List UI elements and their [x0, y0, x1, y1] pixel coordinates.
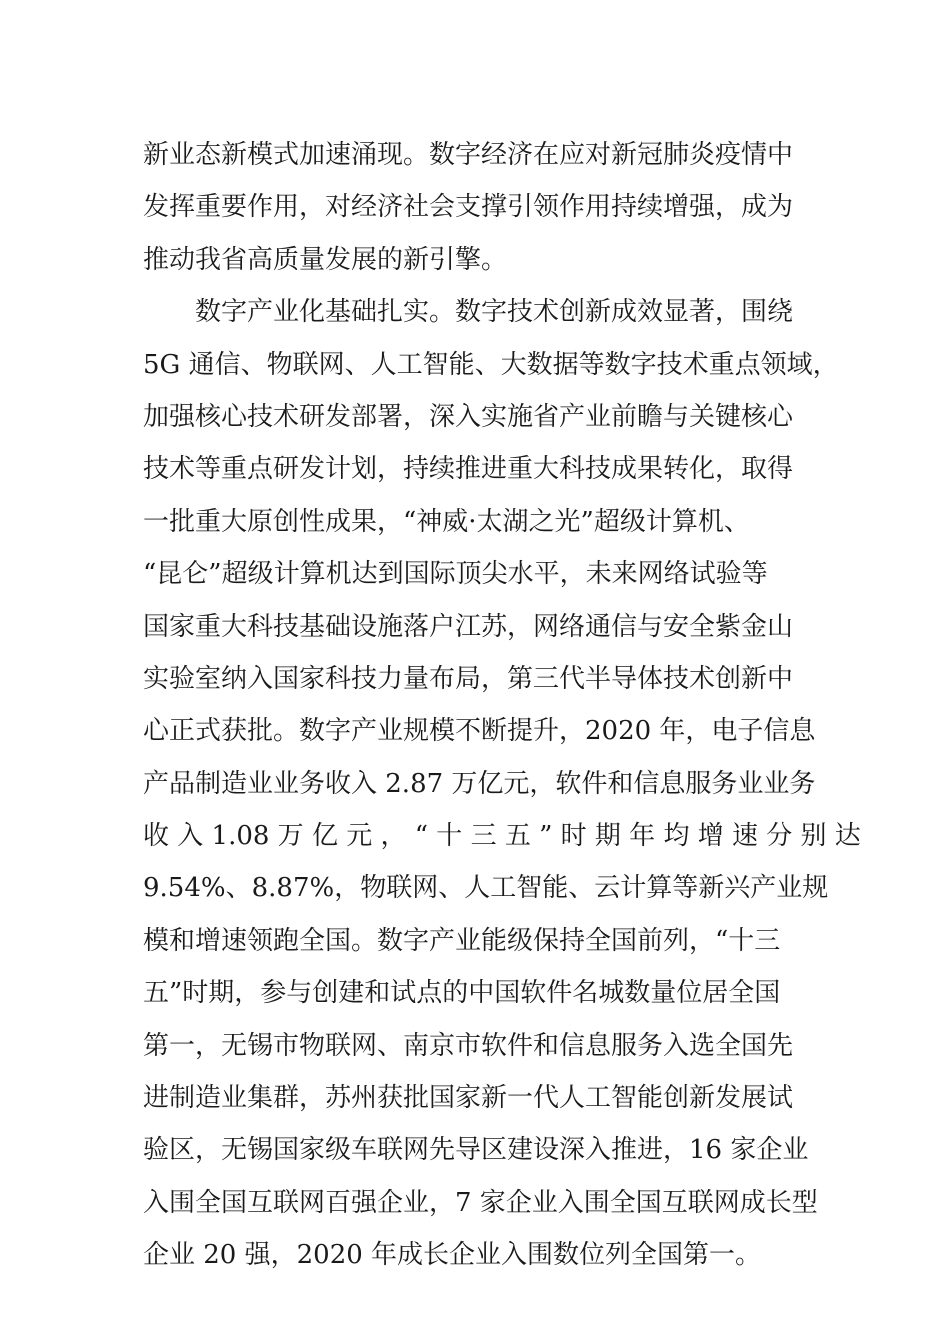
- text-line: 一批重大原创性成果，“神威·太湖之光”超级计算机、: [143, 506, 750, 537]
- paragraph-digital-industrialization: [143, 286, 861, 1281]
- text-line: 心正式获批。数字产业规模不断提升，2020 年，电子信息: [143, 716, 816, 747]
- text-line: 模和增速领跑全国。数字产业能级保持全国前列，“十三: [143, 925, 781, 956]
- text-line: 第一，无锡市物联网、南京市软件和信息服务入选全国先: [143, 1030, 794, 1061]
- text-line: 推动我省高质量发展的新引擎。: [143, 244, 508, 275]
- text-line: 收 入 1.08 万 亿 元 ， “ 十 三 五 ” 时 期 年 均 增 速 分 别 达: [143, 821, 861, 852]
- text-line: 企业 20 强，2020 年成长企业入围数位列全国第一。: [143, 1240, 762, 1271]
- text-line: 国家重大科技基础设施落户江苏，网络通信与安全紫金山: [143, 611, 794, 642]
- text-line: 9.54%、8.87%，物联网、人工智能、云计算等新兴产业规: [143, 873, 829, 904]
- text-line: 技术等重点研发计划，持续推进重大科技成果转化，取得: [143, 454, 794, 485]
- text-line: 五”时期，参与创建和试点的中国软件名城数量位居全国: [143, 978, 781, 1009]
- text-line: 数字产业化基础扎实。数字技术创新成效显著，围绕: [195, 297, 794, 328]
- text-line: 新业态新模式加速涌现。数字经济在应对新冠肺炎疫情中: [143, 140, 794, 170]
- text-line: 实验室纳入国家科技力量布局，第三代半导体技术创新中: [143, 663, 794, 694]
- text-line: “昆仑”超级计算机达到国际顶尖水平，未来网络试验等: [143, 559, 768, 590]
- text-line: 产品制造业业务收入 2.87 万亿元，软件和信息服务业业务: [143, 768, 816, 799]
- text-line: 加强核心技术研发部署，深入实施省产业前瞻与关键核心: [143, 401, 794, 432]
- document-body: [143, 129, 861, 1282]
- paragraph-continuation: [143, 129, 813, 286]
- text-line: 发挥重要作用，对经济社会支撑引领作用持续增强，成为: [143, 192, 794, 223]
- text-line: 验区，无锡国家级车联网先导区建设深入推进，16 家企业: [143, 1135, 809, 1166]
- text-line: 5G 通信、物联网、人工智能、大数据等数字技术重点领域，: [143, 349, 839, 380]
- text-line: 入围全国互联网百强企业，7 家企业入围全国互联网成长型: [143, 1187, 818, 1218]
- text-line: 进制造业集群，苏州获批国家新一代人工智能创新发展试: [143, 1083, 794, 1114]
